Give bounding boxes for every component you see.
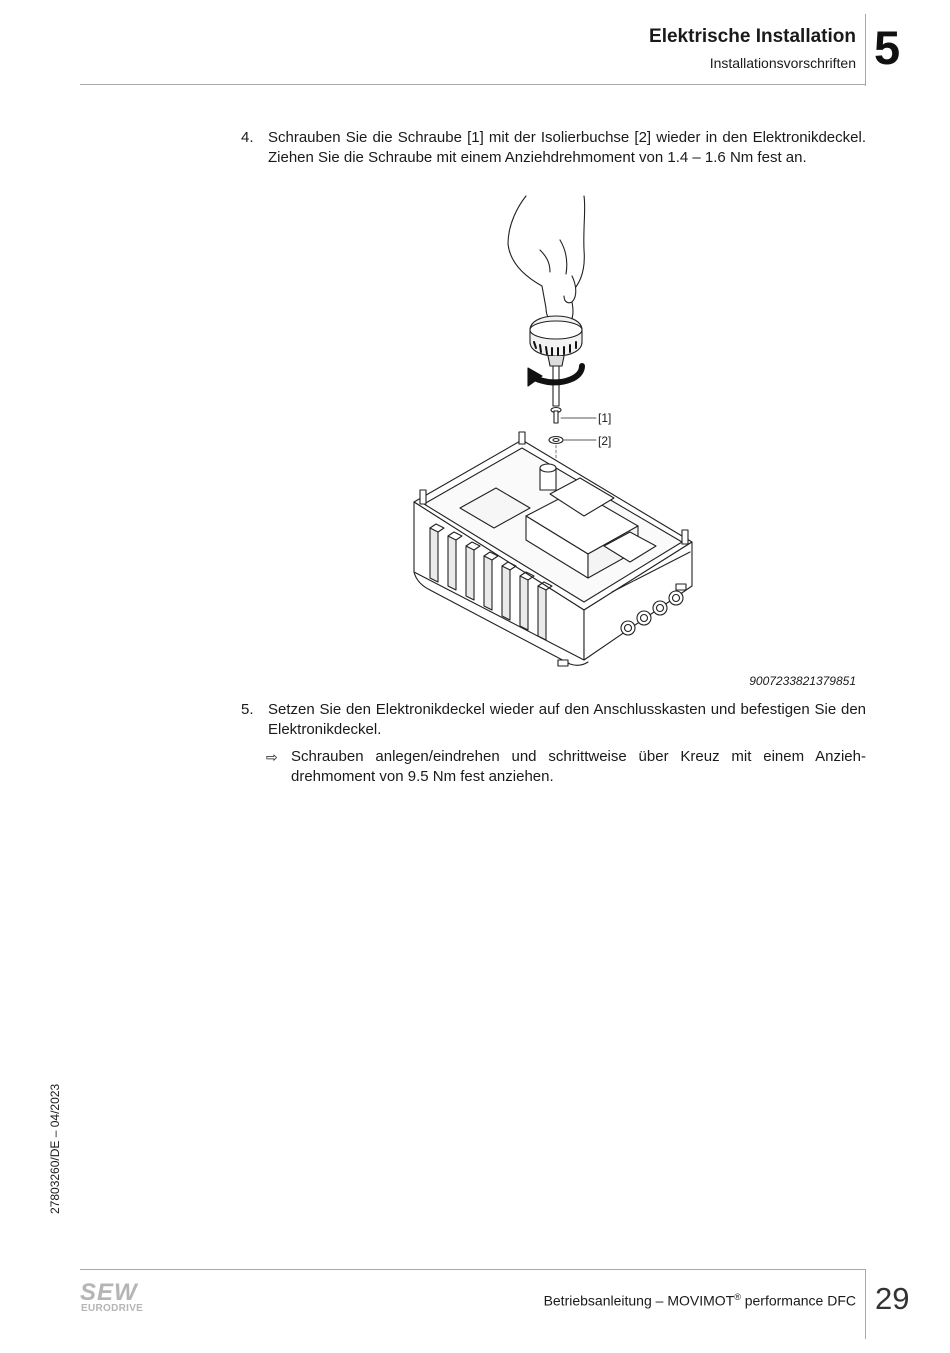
section-subtitle: Installationsvorschriften [709, 55, 856, 71]
installation-illustration [400, 190, 710, 675]
substep-text: Schrauben anlegen/eindrehen und schrittweise über Kreuz mit einem Anziehdrehmoment von 9.5 Nm fest anziehen. [291, 748, 866, 785]
screwdriver-housing-drawing [400, 190, 710, 675]
instruction-step-4 [241, 128, 866, 168]
sew-eurodrive-logo [80, 1279, 150, 1317]
page-number: 29 [875, 1281, 910, 1316]
step-text: Setzen Sie den Elektronikdeckel wieder auf den Anschlusskasten und befestigen Sie den Elektronikdeckel. [268, 701, 866, 738]
step-text: Schrauben Sie die Schraube [1] mit der Isolierbuchse [2] wieder in den Elektronikdeckel. Ziehen Sie die Schraube mit einem Anziehdrehmoment von 1.4 – 1.6 Nm fest an. [268, 129, 866, 166]
logo-text-bottom: EURODRIVE [81, 1303, 144, 1314]
result-substep [266, 747, 866, 787]
header-divider [865, 14, 866, 86]
chapter-number: 5 [874, 21, 901, 74]
document-title-suffix: performance DFC [740, 1292, 856, 1309]
header-rule [80, 84, 866, 85]
step-number: 4. [241, 129, 254, 146]
step-number: 5. [241, 701, 254, 718]
document-title-prefix: Betriebsanleitung – MOVIMOT [543, 1292, 735, 1309]
footer-rule [80, 1269, 866, 1270]
logo-text-top: SEW [80, 1279, 138, 1306]
footer-divider [865, 1269, 866, 1339]
result-arrow-icon: ⇨ [266, 749, 278, 765]
section-title: Elektrische Installation [649, 26, 856, 47]
figure-id: 9007233821379851 [749, 674, 856, 688]
registered-mark: ® [734, 1292, 741, 1302]
document-id-vertical: 27803260/DE – 04/2023 [48, 1083, 62, 1214]
instruction-step-5 [241, 700, 866, 740]
callout-label-1: [1] [598, 411, 612, 425]
callout-label-2: [2] [598, 434, 612, 448]
document-title [544, 1292, 856, 1309]
